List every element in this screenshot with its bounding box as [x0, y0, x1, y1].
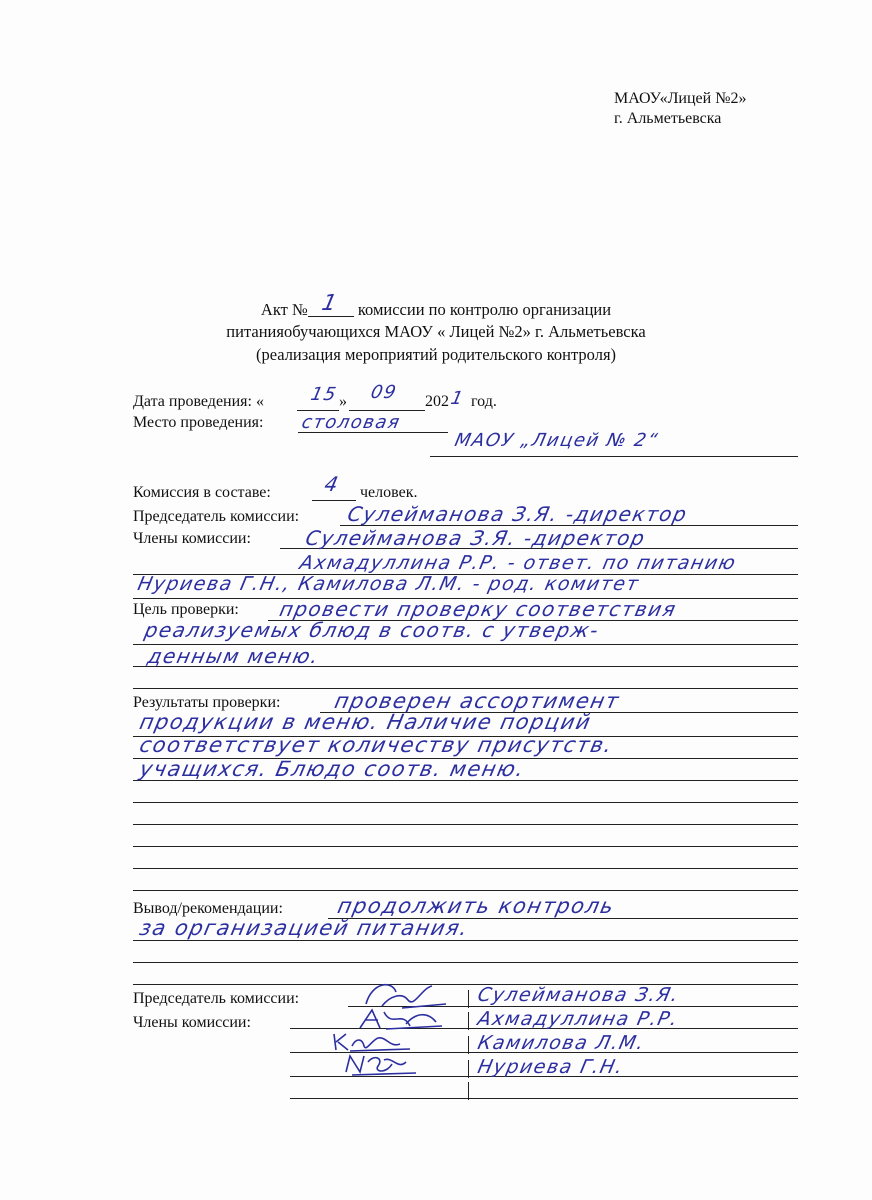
date-month-line	[349, 410, 425, 411]
act-number-blank	[308, 291, 354, 317]
act-title-line2: питанияобучающихся МАОУ « Лицей №2» г. Альметьевска	[226, 322, 646, 341]
results-line9	[133, 890, 798, 891]
signature-member-3	[340, 1052, 430, 1083]
sign-line-5	[290, 1098, 798, 1099]
commission-size-label: Комиссия в составе:	[133, 484, 271, 501]
chair-label: Председатель комиссии:	[133, 508, 300, 525]
conclusion-line3	[133, 962, 798, 963]
place-label: Место проведения:	[133, 414, 264, 431]
date-suffix: год.	[471, 393, 497, 410]
goal-value-1: провести проверку соответствия	[277, 597, 680, 621]
act-prefix: Акт №	[260, 300, 308, 319]
results-line6	[133, 824, 798, 825]
results-label: Результаты проверки:	[133, 694, 281, 711]
sign-chair-label: Председатель комиссии:	[133, 990, 300, 1007]
members-value-3: Нуриева Г.Н., Камилова Л.М. - род. комитет	[135, 573, 642, 595]
org-name: МАОУ«Лицей №2»	[614, 90, 747, 107]
results-value-1: проверен ассортимент	[332, 689, 623, 713]
date-month: 09	[368, 382, 400, 403]
commission-size-suffix: человек.	[360, 484, 418, 501]
date-label: Дата проведения: «	[133, 393, 264, 410]
goal-label: Цель проверки:	[133, 601, 239, 618]
date-year-prefix: 202	[425, 393, 449, 410]
members-value-2: Ахмадуллина Р.Р. - ответ. по питанию	[297, 552, 739, 574]
results-value-4: учащихся. Блюдо соотв. меню.	[137, 757, 528, 781]
results-line7	[133, 846, 798, 847]
commission-size-line	[312, 500, 356, 501]
sign-divider-1	[468, 990, 469, 1008]
results-line5	[133, 802, 798, 803]
sign-members-label: Члены комиссии:	[133, 1014, 251, 1031]
sign-name-1: Сулейманова З.Я.	[475, 984, 682, 1006]
date-quote-close: »	[339, 393, 347, 410]
sign-name-3: Камилова Л.М.	[475, 1032, 648, 1054]
sign-name-2: Ахмадуллина Р.Р.	[475, 1008, 681, 1030]
place-value-2: МАОУ „Лицей № 2“	[452, 430, 661, 451]
org-city: г. Альметьевска	[614, 110, 722, 127]
goal-value-2: реализуемых блюд в соотв. с утверж-	[142, 618, 602, 642]
members-value-1: Сулейманова З.Я. -директор	[303, 526, 649, 550]
act-number: 1	[319, 291, 340, 316]
sign-divider-3	[468, 1036, 469, 1054]
act-suffix: комиссии по контролю организации	[357, 300, 612, 319]
sign-divider-4	[468, 1060, 469, 1078]
conclusion-line4	[133, 984, 798, 985]
sign-divider-5	[468, 1082, 469, 1100]
date-day: 15	[308, 384, 340, 405]
sign-divider-2	[468, 1012, 469, 1030]
commission-size-value: 4	[322, 472, 342, 496]
conclusion-line2	[133, 940, 798, 941]
date-year-digit: 1	[448, 388, 467, 409]
sign-name-4: Нуриева Г.Н.	[475, 1056, 626, 1078]
chair-value: Сулейманова З.Я. -директор	[345, 502, 691, 526]
conclusion-value-2: за организацией питания.	[137, 916, 472, 940]
place-line2	[430, 456, 798, 457]
conclusion-value-1: продолжить контроль	[335, 894, 618, 918]
date-day-line	[297, 410, 339, 411]
act-title-line3: (реализация мероприятий родительского контроля)	[255, 345, 617, 364]
act-title-line1	[0, 291, 872, 320]
results-value-2: продукции в меню. Наличие порций	[137, 710, 594, 734]
results-value-3: соответствует количеству присутств.	[137, 733, 616, 757]
conclusion-label: Вывод/рекомендации:	[133, 900, 283, 917]
goal-value-3: денным меню.	[145, 644, 322, 668]
place-value-1: столовая	[299, 412, 403, 433]
members-label: Члены комиссии:	[133, 530, 251, 547]
results-line8	[133, 868, 798, 869]
